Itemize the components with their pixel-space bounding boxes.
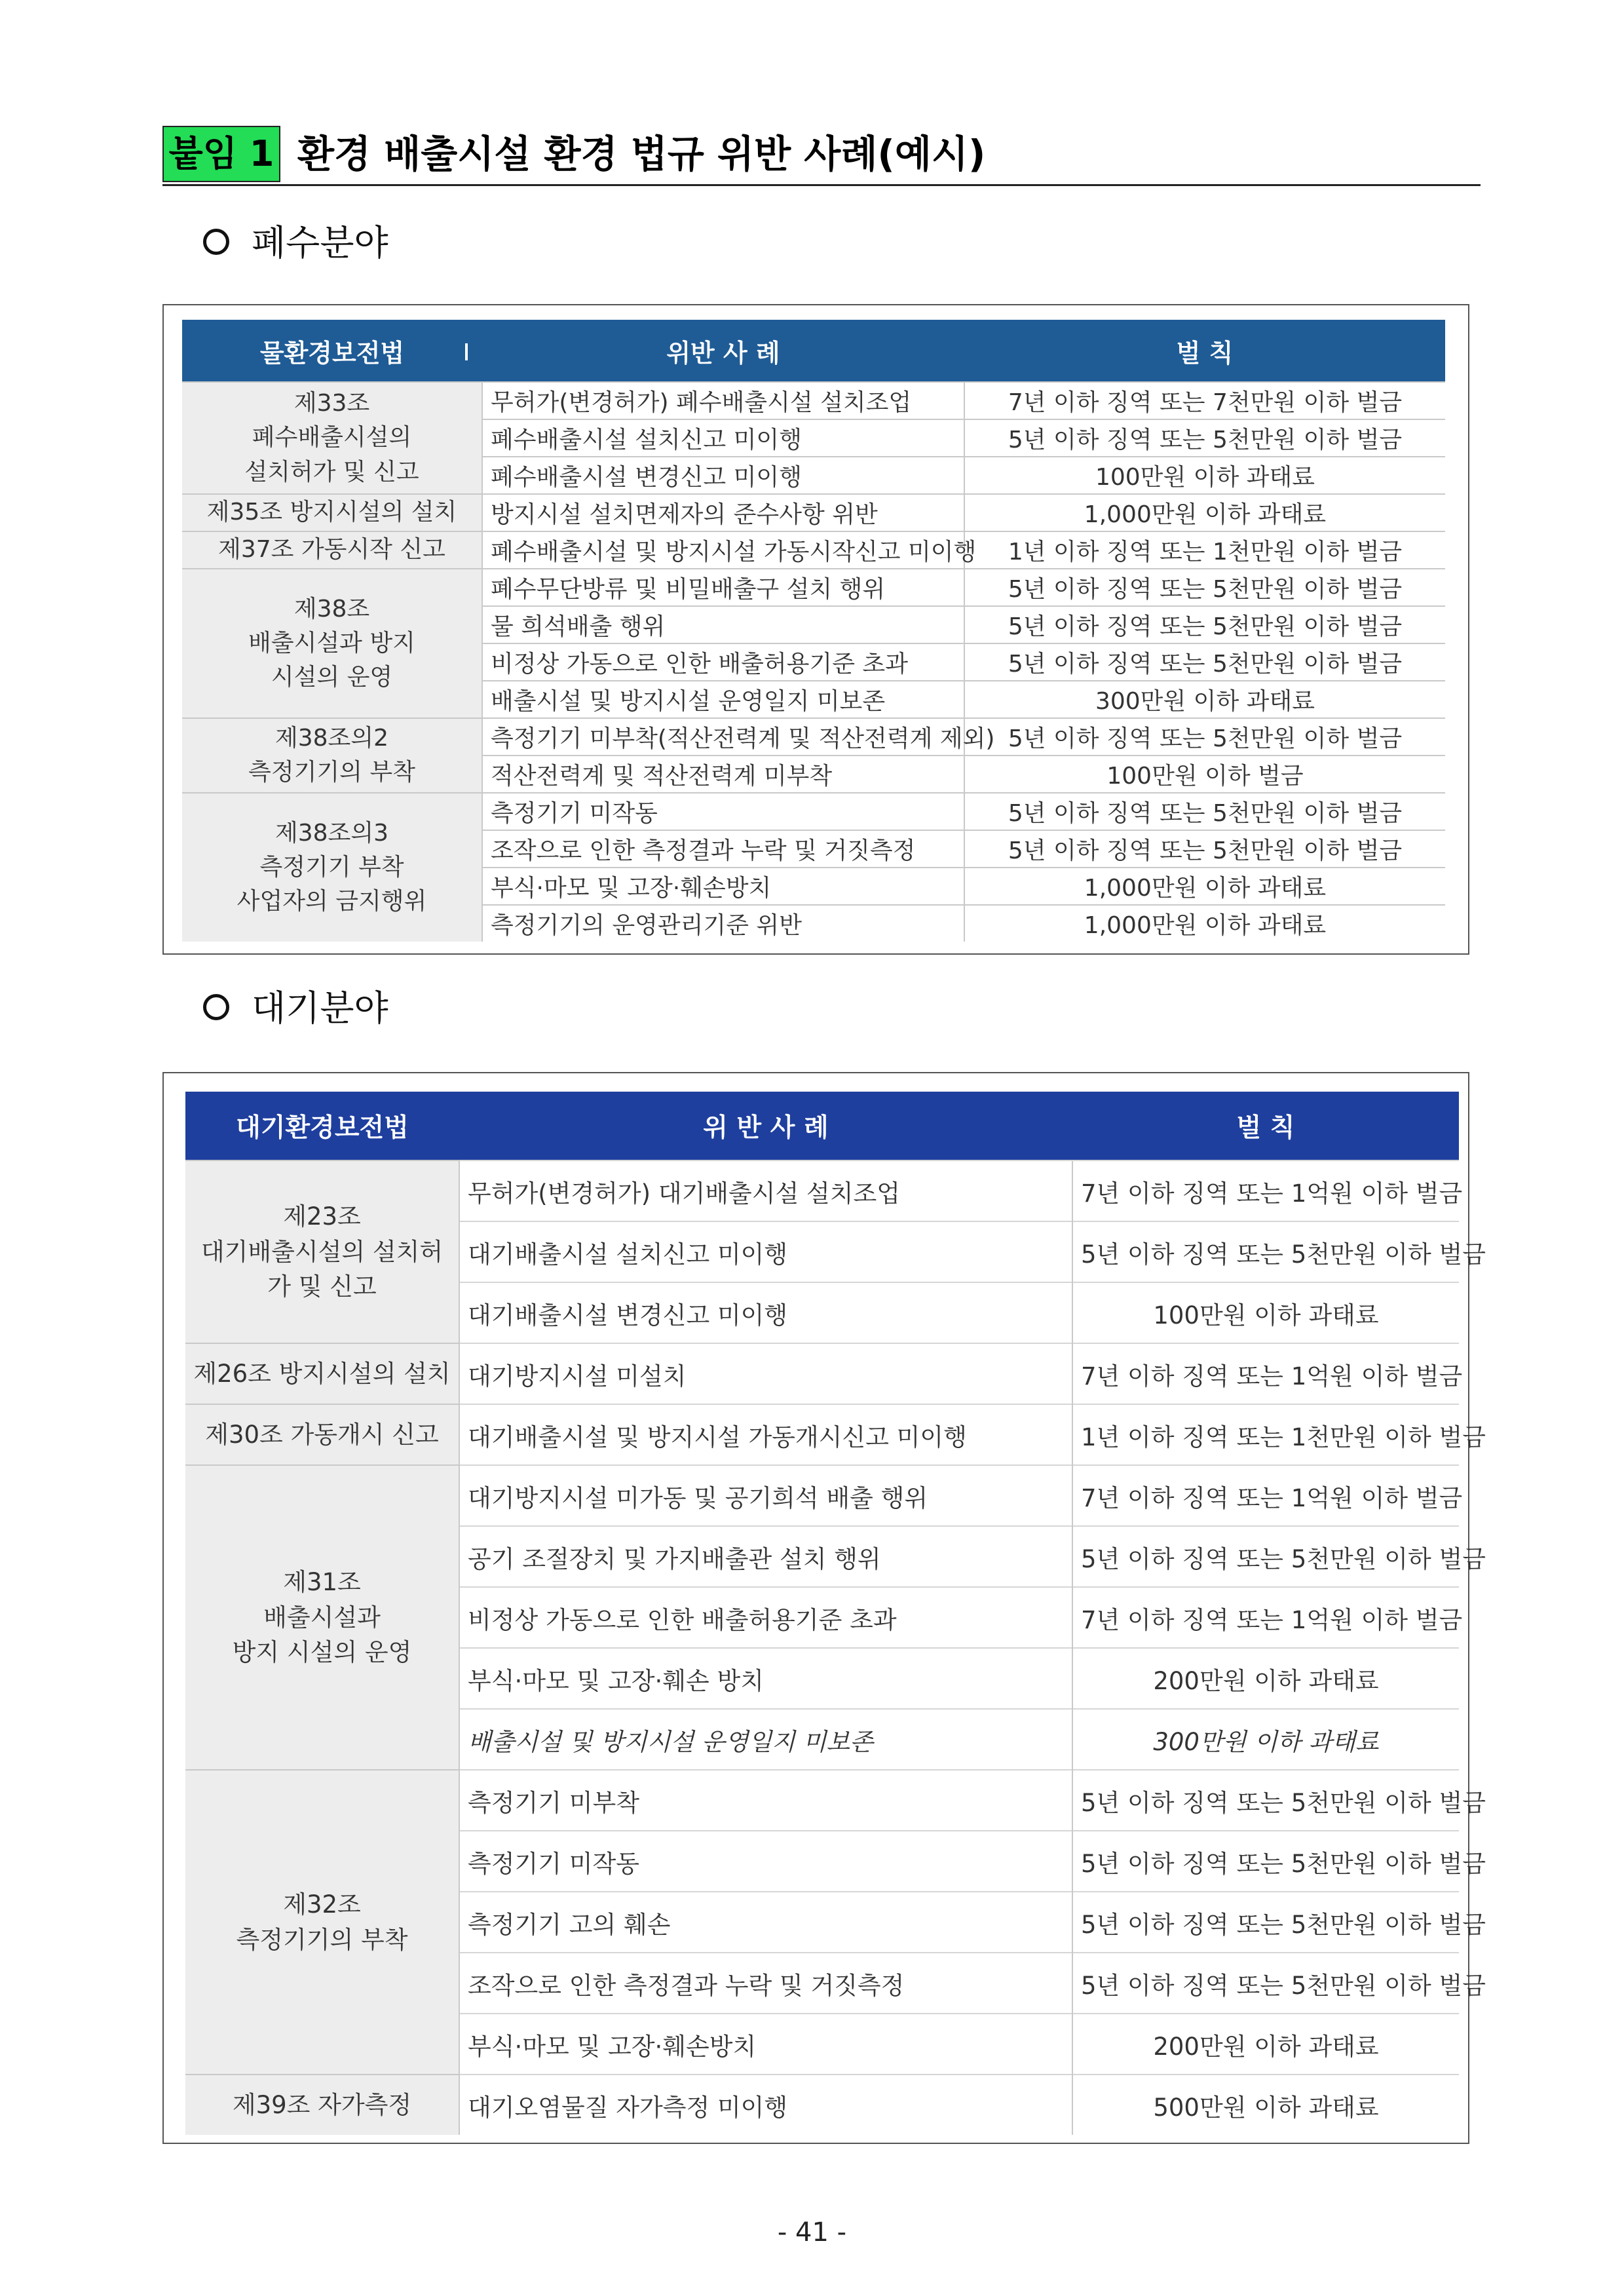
column-header-violation: 위반 사 례: [482, 320, 964, 382]
attachment-header: [162, 126, 1481, 186]
penalty-cell: 100만원 이하 과태료: [964, 457, 1445, 494]
penalty-cell: 5년 이하 징역 또는 5천만원 이하 벌금: [964, 718, 1445, 756]
air-violation-table: [185, 1092, 1486, 2135]
penalty-cell: 5년 이하 징역 또는 5천만원 이하 벌금: [964, 793, 1445, 830]
bullet-circle-icon: [203, 994, 229, 1020]
violation-cell: 방지시설 설치면제자의 준수사항 위반: [482, 494, 964, 531]
table-row: [182, 718, 1445, 756]
penalty-cell: 7년 이하 징역 또는 1억원 이하 벌금: [1072, 1343, 1459, 1404]
page-title: 환경 배출시설 환경 법규 위반 사례(예시): [297, 132, 986, 176]
law-article-cell: 제32조 측정기기의 부착: [185, 1770, 459, 2075]
table-row: [185, 2075, 1459, 2135]
column-header-law: 물환경보전법: [182, 320, 482, 382]
penalty-cell: 5년 이하 징역 또는 5천만원 이하 벌금: [1072, 1221, 1459, 1282]
violation-cell: 대기방지시설 미가동 및 공기희석 배출 행위: [459, 1465, 1072, 1526]
table-row: [182, 793, 1445, 830]
penalty-cell: 1,000만원 이하 과태료: [964, 868, 1445, 905]
law-article-cell: 제38조의3 측정기기 부착 사업자의 금지행위: [182, 793, 482, 942]
section-heading-wastewater: [203, 220, 388, 266]
law-article-cell: 제26조 방지시설의 설치: [185, 1343, 459, 1404]
violation-cell: 대기배출시설 및 방지시설 가동개시신고 미이행: [459, 1404, 1072, 1465]
column-header-law: 대기환경보전법: [185, 1092, 459, 1160]
penalty-cell: 5년 이하 징역 또는 5천만원 이하 벌금: [1072, 1526, 1459, 1587]
violation-cell: 배출시설 및 방지시설 운영일지 미보존: [459, 1709, 1072, 1770]
air-table-body: [185, 1160, 1486, 2135]
penalty-cell: 5년 이하 징역 또는 5천만원 이하 벌금: [1072, 1892, 1459, 1953]
penalty-cell: 5년 이하 징역 또는 5천만원 이하 벌금: [1072, 1831, 1459, 1892]
violation-cell: 대기배출시설 변경신고 미이행: [459, 1282, 1072, 1343]
penalty-cell: 7년 이하 징역 또는 1억원 이하 벌금: [1072, 1465, 1459, 1526]
table-row: [182, 569, 1445, 606]
penalty-cell: 1,000만원 이하 과태료: [964, 494, 1445, 531]
violation-cell: 대기배출시설 설치신고 미이행: [459, 1221, 1072, 1282]
table-row: [185, 1160, 1459, 1221]
section-heading-air: [203, 985, 388, 1031]
penalty-cell: 1,000만원 이하 과태료: [964, 905, 1445, 942]
law-article-cell: 제30조 가동개시 신고: [185, 1404, 459, 1465]
violation-cell: 부식·마모 및 고장·훼손 방치: [459, 1648, 1072, 1709]
violation-cell: 배출시설 및 방지시설 운영일지 미보존: [482, 681, 964, 718]
law-article-cell: 제33조 폐수배출시설의 설치허가 및 신고: [182, 382, 482, 494]
penalty-cell: 5년 이하 징역 또는 5천만원 이하 벌금: [964, 606, 1445, 643]
law-article-cell: 제37조 가동시작 신고: [182, 531, 482, 569]
column-header-penalty: 벌 칙: [1072, 1092, 1459, 1160]
violation-cell: 조작으로 인한 측정결과 누락 및 거짓측정: [459, 1953, 1072, 2014]
bullet-circle-icon: [203, 229, 229, 255]
penalty-cell: 5년 이하 징역 또는 5천만원 이하 벌금: [964, 643, 1445, 681]
violation-cell: 폐수배출시설 설치신고 미이행: [482, 419, 964, 457]
violation-cell: 비정상 가동으로 인한 배출허용기준 초과: [459, 1587, 1072, 1648]
penalty-cell: 500만원 이하 과태료: [1072, 2075, 1459, 2135]
violation-cell: 측정기기 미작동: [459, 1831, 1072, 1892]
wastewater-table-body: [182, 382, 1445, 942]
column-header-violation: 위 반 사 례: [459, 1092, 1072, 1160]
title-underline: [162, 184, 1481, 186]
table-row: [185, 1343, 1459, 1404]
law-article-cell: 제39조 자가측정: [185, 2075, 459, 2135]
law-article-cell: 제31조 배출시설과 방지 시설의 운영: [185, 1465, 459, 1770]
law-article-cell: 제38조 배출시설과 방지 시설의 운영: [182, 569, 482, 718]
table-row: [185, 1770, 1459, 1831]
penalty-cell: 1년 이하 징역 또는 1천만원 이하 벌금: [1072, 1404, 1459, 1465]
penalty-cell: 300만원 이하 과태료: [1072, 1709, 1459, 1770]
penalty-cell: 5년 이하 징역 또는 5천만원 이하 벌금: [964, 569, 1445, 606]
violation-cell: 측정기기 고의 훼손: [459, 1892, 1072, 1953]
violation-cell: 조작으로 인한 측정결과 누락 및 거짓측정: [482, 830, 964, 868]
violation-cell: 공기 조절장치 및 가지배출관 설치 행위: [459, 1526, 1072, 1587]
penalty-cell: 100만원 이하 벌금: [964, 756, 1445, 793]
penalty-cell: 1년 이하 징역 또는 1천만원 이하 벌금: [964, 531, 1445, 569]
table-row: [185, 1404, 1459, 1465]
column-header-penalty: 벌 칙: [964, 320, 1445, 382]
table-row: [182, 531, 1445, 569]
penalty-cell: 5년 이하 징역 또는 5천만원 이하 벌금: [964, 419, 1445, 457]
violation-cell: 측정기기 미부착(적산전력계 및 적산전력계 제외): [482, 718, 964, 756]
table-row: [182, 382, 1445, 419]
section-title: 대기분야: [252, 987, 388, 1029]
penalty-cell: 300만원 이하 과태료: [964, 681, 1445, 718]
violation-cell: 부식·마모 및 고장·훼손방치: [482, 868, 964, 905]
penalty-cell: 5년 이하 징역 또는 5천만원 이하 벌금: [964, 830, 1445, 868]
violation-cell: 무허가(변경허가) 폐수배출시설 설치조업: [482, 382, 964, 419]
penalty-cell: 7년 이하 징역 또는 1억원 이하 벌금: [1072, 1160, 1459, 1221]
penalty-cell: 7년 이하 징역 또는 1억원 이하 벌금: [1072, 1587, 1459, 1648]
section-title: 폐수분야: [252, 222, 388, 263]
violation-cell: 폐수무단방류 및 비밀배출구 설치 행위: [482, 569, 964, 606]
penalty-cell: 100만원 이하 과태료: [1072, 1282, 1459, 1343]
attachment-tag: 붙임 1: [162, 126, 280, 182]
violation-cell: 폐수배출시설 변경신고 미이행: [482, 457, 964, 494]
table-row: [185, 1465, 1459, 1526]
penalty-cell: 200만원 이하 과태료: [1072, 1648, 1459, 1709]
violation-cell: 측정기기 미부착: [459, 1770, 1072, 1831]
violation-cell: 물 희석배출 행위: [482, 606, 964, 643]
penalty-cell: 5년 이하 징역 또는 5천만원 이하 벌금: [1072, 1770, 1459, 1831]
header-separator: [465, 343, 468, 360]
wastewater-violation-table: [182, 320, 1445, 942]
penalty-cell: 200만원 이하 과태료: [1072, 2014, 1459, 2075]
law-article-cell: 제38조의2 측정기기의 부착: [182, 718, 482, 793]
law-article-cell: 제35조 방지시설의 설치: [182, 494, 482, 531]
violation-cell: 측정기기 미작동: [482, 793, 964, 830]
page-number: - 41 -: [777, 2217, 847, 2248]
violation-cell: 적산전력계 및 적산전력계 미부착: [482, 756, 964, 793]
law-article-cell: 제23조 대기배출시설의 설치허 가 및 신고: [185, 1160, 459, 1343]
penalty-cell: 7년 이하 징역 또는 7천만원 이하 벌금: [964, 382, 1445, 419]
violation-cell: 무허가(변경허가) 대기배출시설 설치조업: [459, 1160, 1072, 1221]
violation-cell: 측정기기의 운영관리기준 위반: [482, 905, 964, 942]
violation-cell: 대기오염물질 자가측정 미이행: [459, 2075, 1072, 2135]
violation-cell: 비정상 가동으로 인한 배출허용기준 초과: [482, 643, 964, 681]
violation-cell: 부식·마모 및 고장·훼손방치: [459, 2014, 1072, 2075]
violation-cell: 폐수배출시설 및 방지시설 가동시작신고 미이행: [482, 531, 964, 569]
table-row: [182, 494, 1445, 531]
penalty-cell: 5년 이하 징역 또는 5천만원 이하 벌금: [1072, 1953, 1459, 2014]
violation-cell: 대기방지시설 미설치: [459, 1343, 1072, 1404]
